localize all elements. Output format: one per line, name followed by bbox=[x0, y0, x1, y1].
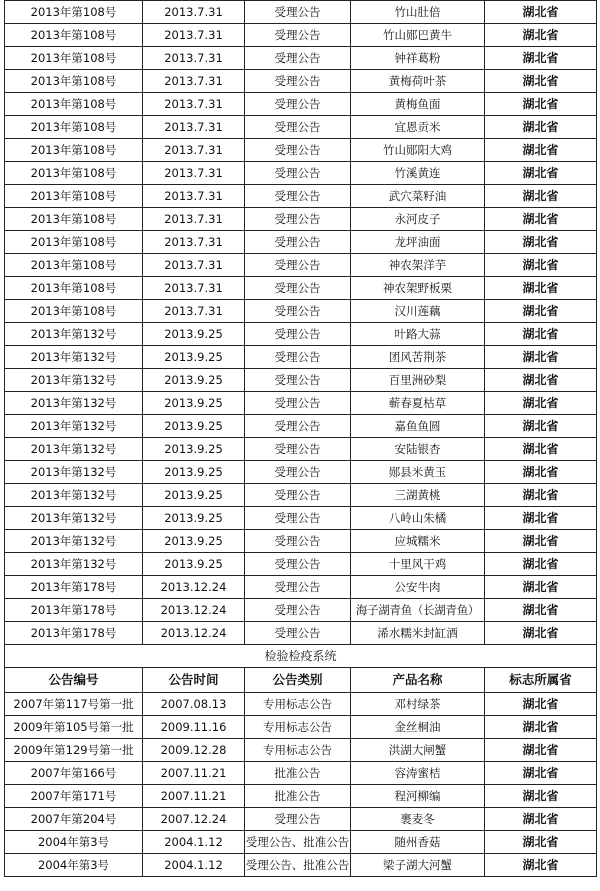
cell-notice-no: 2013年第108号 bbox=[5, 24, 143, 47]
section-title: 检验检疫系统 bbox=[5, 645, 597, 668]
cell-product-name: 安陆银杏 bbox=[351, 438, 485, 461]
cell-province: 湖北省 bbox=[485, 484, 597, 507]
cell-notice-type: 受理公告 bbox=[245, 277, 351, 300]
cell-notice-no: 2007年第166号 bbox=[5, 762, 143, 785]
table-row bbox=[5, 323, 597, 346]
table-row bbox=[5, 346, 597, 369]
cell-product-name: 神农架野板栗 bbox=[351, 277, 485, 300]
cell-notice-date: 2013.7.31 bbox=[143, 277, 245, 300]
cell-notice-date: 2013.7.31 bbox=[143, 208, 245, 231]
cell-province: 湖北省 bbox=[485, 831, 597, 854]
cell-product-name: 永河皮子 bbox=[351, 208, 485, 231]
cell-notice-date: 2007.08.13 bbox=[143, 693, 245, 716]
header-date: 公告时间 bbox=[143, 668, 245, 693]
cell-province: 湖北省 bbox=[485, 162, 597, 185]
cell-notice-date: 2013.9.25 bbox=[143, 323, 245, 346]
table-row bbox=[5, 854, 597, 877]
table-row bbox=[5, 47, 597, 70]
cell-notice-date: 2013.7.31 bbox=[143, 47, 245, 70]
cell-notice-type: 受理公告 bbox=[245, 553, 351, 576]
cell-product-name: 黄梅鱼面 bbox=[351, 93, 485, 116]
cell-notice-date: 2013.9.25 bbox=[143, 346, 245, 369]
cell-province: 湖北省 bbox=[485, 461, 597, 484]
cell-notice-no: 2013年第108号 bbox=[5, 1, 143, 24]
cell-product-name: 竹山郧巴黄牛 bbox=[351, 24, 485, 47]
table-row bbox=[5, 415, 597, 438]
cell-notice-date: 2013.9.25 bbox=[143, 461, 245, 484]
cell-notice-no: 2013年第108号 bbox=[5, 162, 143, 185]
table-row bbox=[5, 808, 597, 831]
cell-notice-no: 2009年第129号第一批 bbox=[5, 739, 143, 762]
table-row bbox=[5, 208, 597, 231]
table-row bbox=[5, 300, 597, 323]
cell-notice-type: 受理公告 bbox=[245, 530, 351, 553]
table-row bbox=[5, 785, 597, 808]
cell-notice-date: 2013.7.31 bbox=[143, 300, 245, 323]
cell-product-name: 三湖黄桃 bbox=[351, 484, 485, 507]
cell-province: 湖北省 bbox=[485, 323, 597, 346]
cell-notice-type: 受理公告 bbox=[245, 116, 351, 139]
cell-notice-date: 2013.7.31 bbox=[143, 24, 245, 47]
table-row bbox=[5, 553, 597, 576]
table-row bbox=[5, 70, 597, 93]
cell-notice-no: 2004年第3号 bbox=[5, 831, 143, 854]
cell-product-name: 叶路大蒜 bbox=[351, 323, 485, 346]
table-row bbox=[5, 254, 597, 277]
cell-province: 湖北省 bbox=[485, 438, 597, 461]
cell-notice-date: 2004.1.12 bbox=[143, 831, 245, 854]
cell-province: 湖北省 bbox=[485, 530, 597, 553]
cell-notice-no: 2013年第108号 bbox=[5, 254, 143, 277]
cell-notice-type: 受理公告 bbox=[245, 392, 351, 415]
cell-notice-no: 2013年第108号 bbox=[5, 116, 143, 139]
cell-notice-no: 2004年第3号 bbox=[5, 854, 143, 877]
cell-notice-type: 受理公告 bbox=[245, 24, 351, 47]
cell-product-name: 金丝桐油 bbox=[351, 716, 485, 739]
table-row bbox=[5, 739, 597, 762]
table-row bbox=[5, 622, 597, 645]
cell-product-name: 海子湖青鱼（长湖青鱼） bbox=[351, 599, 485, 622]
cell-product-name: 钟祥葛粉 bbox=[351, 47, 485, 70]
cell-product-name: 竹山郧阳大鸡 bbox=[351, 139, 485, 162]
cell-province: 湖北省 bbox=[485, 231, 597, 254]
cell-notice-no: 2013年第178号 bbox=[5, 599, 143, 622]
cell-province: 湖北省 bbox=[485, 415, 597, 438]
cell-province: 湖北省 bbox=[485, 762, 597, 785]
cell-product-name: 应城糯米 bbox=[351, 530, 485, 553]
table-row bbox=[5, 831, 597, 854]
section-row bbox=[5, 645, 597, 668]
cell-product-name: 裹麦冬 bbox=[351, 808, 485, 831]
cell-product-name: 郧县米黄玉 bbox=[351, 461, 485, 484]
header-type: 公告类别 bbox=[245, 668, 351, 693]
cell-province: 湖北省 bbox=[485, 553, 597, 576]
cell-notice-date: 2013.7.31 bbox=[143, 1, 245, 24]
cell-notice-date: 2007.11.21 bbox=[143, 785, 245, 808]
table-row bbox=[5, 576, 597, 599]
header-no: 公告编号 bbox=[5, 668, 143, 693]
cell-province: 湖北省 bbox=[485, 599, 597, 622]
cell-notice-type: 受理公告 bbox=[245, 208, 351, 231]
cell-notice-no: 2013年第178号 bbox=[5, 576, 143, 599]
cell-notice-no: 2013年第132号 bbox=[5, 530, 143, 553]
cell-notice-type: 受理公告 bbox=[245, 484, 351, 507]
cell-product-name: 竹溪黄连 bbox=[351, 162, 485, 185]
cell-notice-date: 2013.7.31 bbox=[143, 185, 245, 208]
cell-notice-no: 2009年第105号第一批 bbox=[5, 716, 143, 739]
cell-notice-type: 受理公告 bbox=[245, 507, 351, 530]
cell-notice-type: 受理公告 bbox=[245, 231, 351, 254]
cell-product-name: 宜恩贡米 bbox=[351, 116, 485, 139]
cell-notice-type: 受理公告 bbox=[245, 622, 351, 645]
table-row bbox=[5, 162, 597, 185]
cell-notice-no: 2007年第117号第一批 bbox=[5, 693, 143, 716]
table-row bbox=[5, 93, 597, 116]
cell-notice-type: 专用标志公告 bbox=[245, 739, 351, 762]
cell-province: 湖北省 bbox=[485, 300, 597, 323]
cell-province: 湖北省 bbox=[485, 277, 597, 300]
table-row bbox=[5, 1, 597, 24]
cell-notice-no: 2013年第178号 bbox=[5, 622, 143, 645]
cell-province: 湖北省 bbox=[485, 346, 597, 369]
cell-province: 湖北省 bbox=[485, 208, 597, 231]
cell-notice-date: 2013.9.25 bbox=[143, 507, 245, 530]
cell-notice-date: 2004.1.12 bbox=[143, 854, 245, 877]
cell-province: 湖北省 bbox=[485, 507, 597, 530]
inspection-table-body bbox=[5, 693, 597, 877]
cell-notice-date: 2013.9.25 bbox=[143, 438, 245, 461]
cell-notice-date: 2013.9.25 bbox=[143, 392, 245, 415]
cell-notice-date: 2013.9.25 bbox=[143, 553, 245, 576]
cell-notice-type: 受理公告 bbox=[245, 415, 351, 438]
cell-product-name: 黄梅荷叶茶 bbox=[351, 70, 485, 93]
cell-product-name: 武穴菜籽油 bbox=[351, 185, 485, 208]
cell-notice-type: 受理公告 bbox=[245, 369, 351, 392]
cell-product-name: 团风苦荆茶 bbox=[351, 346, 485, 369]
cell-notice-type: 受理公告 bbox=[245, 300, 351, 323]
cell-notice-date: 2013.7.31 bbox=[143, 231, 245, 254]
cell-notice-type: 受理公告 bbox=[245, 254, 351, 277]
cell-province: 湖北省 bbox=[485, 1, 597, 24]
table-row bbox=[5, 530, 597, 553]
cell-notice-no: 2013年第132号 bbox=[5, 415, 143, 438]
cell-province: 湖北省 bbox=[485, 716, 597, 739]
cell-province: 湖北省 bbox=[485, 739, 597, 762]
cell-product-name: 竹山肚倍 bbox=[351, 1, 485, 24]
header-row bbox=[5, 668, 597, 693]
cell-notice-date: 2013.12.24 bbox=[143, 622, 245, 645]
cell-notice-no: 2013年第108号 bbox=[5, 231, 143, 254]
table-row bbox=[5, 369, 597, 392]
cell-notice-type: 受理公告、批准公告 bbox=[245, 854, 351, 877]
cell-notice-no: 2013年第108号 bbox=[5, 208, 143, 231]
cell-province: 湖北省 bbox=[485, 808, 597, 831]
cell-notice-date: 2007.12.24 bbox=[143, 808, 245, 831]
header-product: 产品名称 bbox=[351, 668, 485, 693]
cell-notice-type: 受理公告、批准公告 bbox=[245, 831, 351, 854]
cell-notice-no: 2007年第204号 bbox=[5, 808, 143, 831]
cell-notice-date: 2009.11.16 bbox=[143, 716, 245, 739]
cell-province: 湖北省 bbox=[485, 116, 597, 139]
cell-notice-date: 2013.12.24 bbox=[143, 599, 245, 622]
cell-product-name: 汉川莲藕 bbox=[351, 300, 485, 323]
cell-product-name: 十里风干鸡 bbox=[351, 553, 485, 576]
cell-province: 湖北省 bbox=[485, 47, 597, 70]
cell-province: 湖北省 bbox=[485, 93, 597, 116]
cell-product-name: 梁子湖大河蟹 bbox=[351, 854, 485, 877]
cell-notice-no: 2013年第132号 bbox=[5, 461, 143, 484]
header-province: 标志所属省 bbox=[485, 668, 597, 693]
cell-product-name: 容涛蜜桔 bbox=[351, 762, 485, 785]
table-row bbox=[5, 185, 597, 208]
notice-table-body bbox=[5, 1, 597, 645]
table-row bbox=[5, 762, 597, 785]
cell-product-name: 嘉鱼鱼圆 bbox=[351, 415, 485, 438]
cell-product-name: 洪湖大闸蟹 bbox=[351, 739, 485, 762]
cell-product-name: 蕲春夏枯草 bbox=[351, 392, 485, 415]
table-row bbox=[5, 139, 597, 162]
cell-notice-date: 2013.9.25 bbox=[143, 484, 245, 507]
cell-notice-type: 受理公告 bbox=[245, 47, 351, 70]
cell-notice-no: 2013年第132号 bbox=[5, 484, 143, 507]
table-row bbox=[5, 484, 597, 507]
cell-notice-date: 2013.7.31 bbox=[143, 70, 245, 93]
cell-notice-no: 2013年第108号 bbox=[5, 70, 143, 93]
cell-province: 湖北省 bbox=[485, 854, 597, 877]
cell-notice-type: 批准公告 bbox=[245, 785, 351, 808]
cell-notice-type: 专用标志公告 bbox=[245, 716, 351, 739]
cell-province: 湖北省 bbox=[485, 369, 597, 392]
cell-notice-type: 专用标志公告 bbox=[245, 693, 351, 716]
notice-table bbox=[4, 0, 597, 877]
cell-notice-type: 受理公告 bbox=[245, 139, 351, 162]
cell-province: 湖北省 bbox=[485, 693, 597, 716]
cell-product-name: 百里洲砂梨 bbox=[351, 369, 485, 392]
table-row bbox=[5, 277, 597, 300]
cell-notice-no: 2013年第108号 bbox=[5, 139, 143, 162]
cell-notice-no: 2013年第108号 bbox=[5, 277, 143, 300]
cell-notice-date: 2013.7.31 bbox=[143, 254, 245, 277]
cell-notice-date: 2013.7.31 bbox=[143, 93, 245, 116]
cell-product-name: 八岭山朱橘 bbox=[351, 507, 485, 530]
cell-province: 湖北省 bbox=[485, 24, 597, 47]
cell-product-name: 浠水糯米封缸酒 bbox=[351, 622, 485, 645]
table-row bbox=[5, 507, 597, 530]
cell-notice-no: 2013年第108号 bbox=[5, 300, 143, 323]
cell-notice-type: 受理公告 bbox=[245, 808, 351, 831]
table-row bbox=[5, 693, 597, 716]
cell-notice-date: 2013.7.31 bbox=[143, 116, 245, 139]
table-row bbox=[5, 392, 597, 415]
table-row bbox=[5, 599, 597, 622]
cell-province: 湖北省 bbox=[485, 785, 597, 808]
cell-notice-type: 受理公告 bbox=[245, 70, 351, 93]
cell-notice-type: 受理公告 bbox=[245, 93, 351, 116]
cell-province: 湖北省 bbox=[485, 622, 597, 645]
cell-notice-type: 受理公告 bbox=[245, 346, 351, 369]
table-row bbox=[5, 716, 597, 739]
cell-notice-date: 2013.7.31 bbox=[143, 139, 245, 162]
cell-product-name: 随州香菇 bbox=[351, 831, 485, 854]
cell-notice-date: 2007.11.21 bbox=[143, 762, 245, 785]
cell-province: 湖北省 bbox=[485, 254, 597, 277]
cell-product-name: 龙坪油面 bbox=[351, 231, 485, 254]
cell-product-name: 邓村绿茶 bbox=[351, 693, 485, 716]
cell-notice-type: 受理公告 bbox=[245, 323, 351, 346]
cell-notice-type: 批准公告 bbox=[245, 762, 351, 785]
cell-product-name: 公安牛肉 bbox=[351, 576, 485, 599]
cell-product-name: 程河柳编 bbox=[351, 785, 485, 808]
cell-province: 湖北省 bbox=[485, 576, 597, 599]
cell-notice-date: 2013.7.31 bbox=[143, 162, 245, 185]
cell-notice-date: 2013.9.25 bbox=[143, 530, 245, 553]
cell-notice-no: 2013年第132号 bbox=[5, 553, 143, 576]
cell-notice-no: 2013年第108号 bbox=[5, 185, 143, 208]
cell-province: 湖北省 bbox=[485, 185, 597, 208]
cell-notice-type: 受理公告 bbox=[245, 599, 351, 622]
cell-province: 湖北省 bbox=[485, 70, 597, 93]
cell-notice-type: 受理公告 bbox=[245, 438, 351, 461]
cell-province: 湖北省 bbox=[485, 392, 597, 415]
cell-notice-no: 2013年第132号 bbox=[5, 438, 143, 461]
cell-province: 湖北省 bbox=[485, 139, 597, 162]
cell-notice-type: 受理公告 bbox=[245, 461, 351, 484]
cell-notice-no: 2013年第132号 bbox=[5, 507, 143, 530]
cell-notice-date: 2013.9.25 bbox=[143, 415, 245, 438]
cell-notice-no: 2013年第132号 bbox=[5, 392, 143, 415]
cell-notice-no: 2013年第108号 bbox=[5, 93, 143, 116]
cell-notice-no: 2013年第132号 bbox=[5, 323, 143, 346]
cell-notice-no: 2013年第132号 bbox=[5, 346, 143, 369]
cell-notice-date: 2013.12.24 bbox=[143, 576, 245, 599]
cell-product-name: 神农架洋芋 bbox=[351, 254, 485, 277]
cell-notice-date: 2009.12.28 bbox=[143, 739, 245, 762]
table-row bbox=[5, 438, 597, 461]
cell-notice-type: 受理公告 bbox=[245, 576, 351, 599]
table-row bbox=[5, 461, 597, 484]
table-row bbox=[5, 116, 597, 139]
cell-notice-no: 2007年第171号 bbox=[5, 785, 143, 808]
cell-notice-type: 受理公告 bbox=[245, 162, 351, 185]
cell-notice-type: 受理公告 bbox=[245, 1, 351, 24]
cell-notice-no: 2013年第132号 bbox=[5, 369, 143, 392]
cell-notice-date: 2013.9.25 bbox=[143, 369, 245, 392]
table-row bbox=[5, 231, 597, 254]
cell-notice-type: 受理公告 bbox=[245, 185, 351, 208]
cell-notice-no: 2013年第108号 bbox=[5, 47, 143, 70]
table-row bbox=[5, 24, 597, 47]
